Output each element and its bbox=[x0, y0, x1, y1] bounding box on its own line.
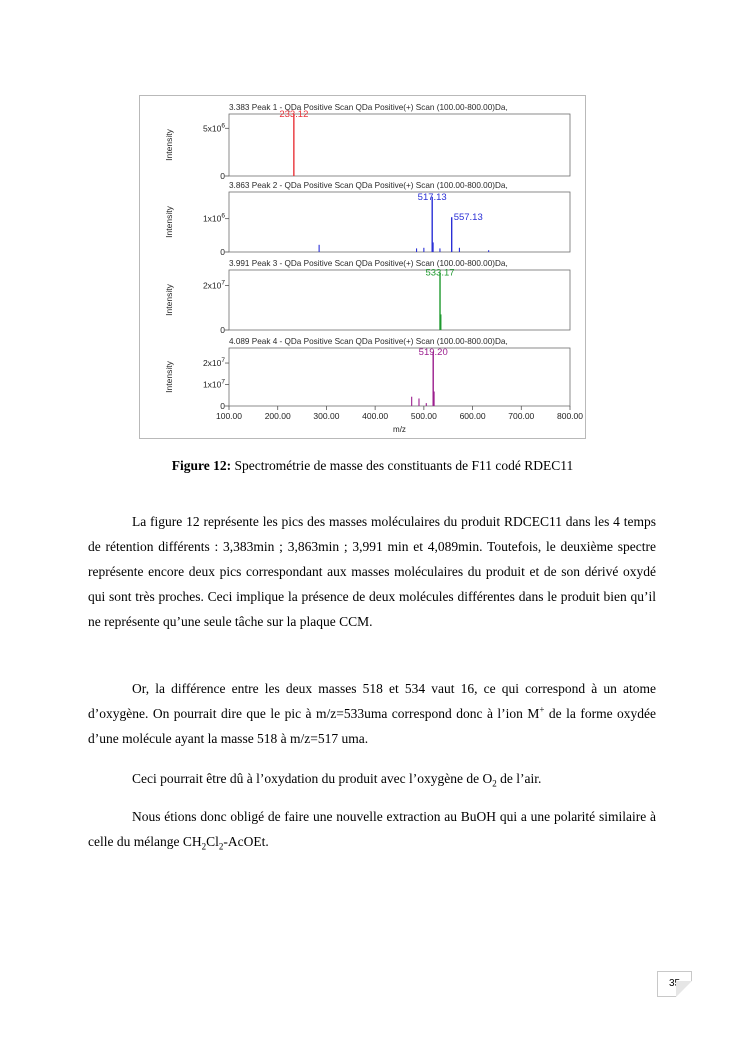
oxygen-subscript: 2 bbox=[492, 778, 497, 789]
panel-title: 4.089 Peak 4 - QDa Positive Scan QDa Positive(+) Scan (100.00-800.00)Da, bbox=[229, 337, 508, 346]
panel-ylabel: Intensity bbox=[164, 129, 174, 161]
spectrum-panel-1 bbox=[164, 103, 570, 181]
panel-title: 3.991 Peak 3 - QDa Positive Scan QDa Positive(+) Scan (100.00-800.00)Da, bbox=[229, 259, 508, 268]
y-tick-label: 0 bbox=[220, 247, 225, 257]
mass-spectra-chart bbox=[140, 96, 585, 438]
x-axis-label: m/z bbox=[393, 425, 406, 434]
paragraph-2 bbox=[88, 676, 656, 751]
ion-charge-superscript: + bbox=[539, 704, 545, 715]
paragraph-4-part-b: -AcOEt. bbox=[223, 834, 269, 849]
x-tick-label: 800.00 bbox=[557, 411, 583, 421]
x-tick-label: 500.00 bbox=[410, 411, 437, 421]
paragraph-1 bbox=[88, 509, 656, 634]
paragraph-2-part-a: Or, la différence entre les deux masses 518 et 534 vaut 16, ce qui correspond à un atome d’oxygène. On pourrait dire que le pic à m/z=533uma correspond donc à l’ion M bbox=[88, 681, 656, 721]
spectrum-panel-3 bbox=[164, 259, 570, 335]
panel-frame bbox=[229, 114, 570, 176]
paragraph-2-part-b: de la forme oxydée d’une molécule ayant la masse 518 à m/z=517 uma. bbox=[88, 706, 657, 746]
x-tick-label: 100.00 bbox=[216, 411, 242, 421]
paragraph-3-part-a: Ceci pourrait être dû à l’oxydation du produit avec l’oxygène de O bbox=[132, 771, 493, 786]
panel-frame bbox=[229, 270, 570, 330]
peak-label: 519.20 bbox=[418, 347, 448, 359]
spectrum-panel-4 bbox=[164, 337, 570, 411]
peak-label: 233.12 bbox=[279, 109, 309, 120]
figure-caption bbox=[0, 457, 745, 475]
x-tick-label: 600.00 bbox=[459, 411, 486, 421]
panel-ylabel: Intensity bbox=[164, 361, 174, 393]
y-tick-label: $1x10^6$ bbox=[202, 212, 225, 224]
panel-ylabel: Intensity bbox=[164, 206, 174, 238]
x-axis bbox=[216, 406, 583, 434]
panel-frame bbox=[229, 348, 570, 406]
paragraph-3-part-b: de l’air. bbox=[496, 771, 542, 786]
spectrum-panel-2 bbox=[164, 181, 570, 257]
y-tick-label: 0 bbox=[220, 171, 225, 181]
mass-spectrum-figure bbox=[139, 95, 586, 439]
paragraph-3 bbox=[88, 766, 656, 791]
panel-ylabel: Intensity bbox=[164, 284, 174, 316]
peak-label: 557.13 bbox=[453, 212, 483, 224]
peak-label: 517.13 bbox=[417, 191, 447, 203]
y-tick-label: $1x10^7$ bbox=[202, 378, 225, 390]
y-tick-label: $5x10^6$ bbox=[202, 122, 225, 134]
x-tick-label: 400.00 bbox=[362, 411, 389, 421]
formula-subscript-1: 2 bbox=[201, 841, 207, 852]
peak-label: 533.17 bbox=[425, 267, 455, 279]
formula-chlorine: Cl bbox=[206, 834, 219, 849]
figure-caption-label: Figure 12: bbox=[171, 458, 232, 473]
x-tick-label: 300.00 bbox=[313, 411, 340, 421]
paragraph-4-text bbox=[88, 804, 656, 854]
panel-title: 3.863 Peak 2 - QDa Positive Scan QDa Positive(+) Scan (100.00-800.00)Da, bbox=[229, 181, 508, 190]
paragraph-4 bbox=[88, 804, 656, 854]
paragraph-2-text bbox=[88, 676, 656, 751]
x-tick-label: 700.00 bbox=[508, 411, 535, 421]
panel-frame bbox=[229, 192, 570, 252]
x-tick-label: 200.00 bbox=[264, 411, 291, 421]
y-tick-label: 0 bbox=[220, 401, 225, 411]
y-tick-label: $2x10^7$ bbox=[202, 279, 225, 291]
paragraph-1-text: La figure 12 représente les pics des masses moléculaires du produit RDCEC11 dans les 4 temps de rétention différents : 3,383min ; 3,863min ; 3,991 min et 4,089min. Toutefois, le deuxième spectre représente encore deux pics correspondant aux masses moléculaires du produit et de son dérivé oxydé qui sont très proches. Ceci implique la présence de deux molécules différentes dans le produit bien qu’il ne représente qu’une seule tâche sur la plaque CCM. bbox=[88, 514, 656, 629]
paragraph-4-part-a: Nous étions donc obligé de faire une nouvelle extraction au BuOH qui a une polarité similaire à celle du mélange CH bbox=[88, 809, 656, 849]
panel-title: 3.383 Peak 1 - QDa Positive Scan QDa Positive(+) Scan (100.00-800.00)Da, bbox=[229, 103, 508, 112]
page-number: 35 bbox=[657, 971, 692, 997]
formula-subscript-2: 2 bbox=[218, 841, 224, 852]
figure-caption-text: Spectrométrie de masse des constituants de F11 codé RDEC11 bbox=[231, 458, 574, 473]
paragraph-3-text bbox=[88, 766, 656, 791]
y-tick-label: 0 bbox=[220, 325, 225, 335]
y-tick-label: $2x10^7$ bbox=[202, 357, 225, 369]
